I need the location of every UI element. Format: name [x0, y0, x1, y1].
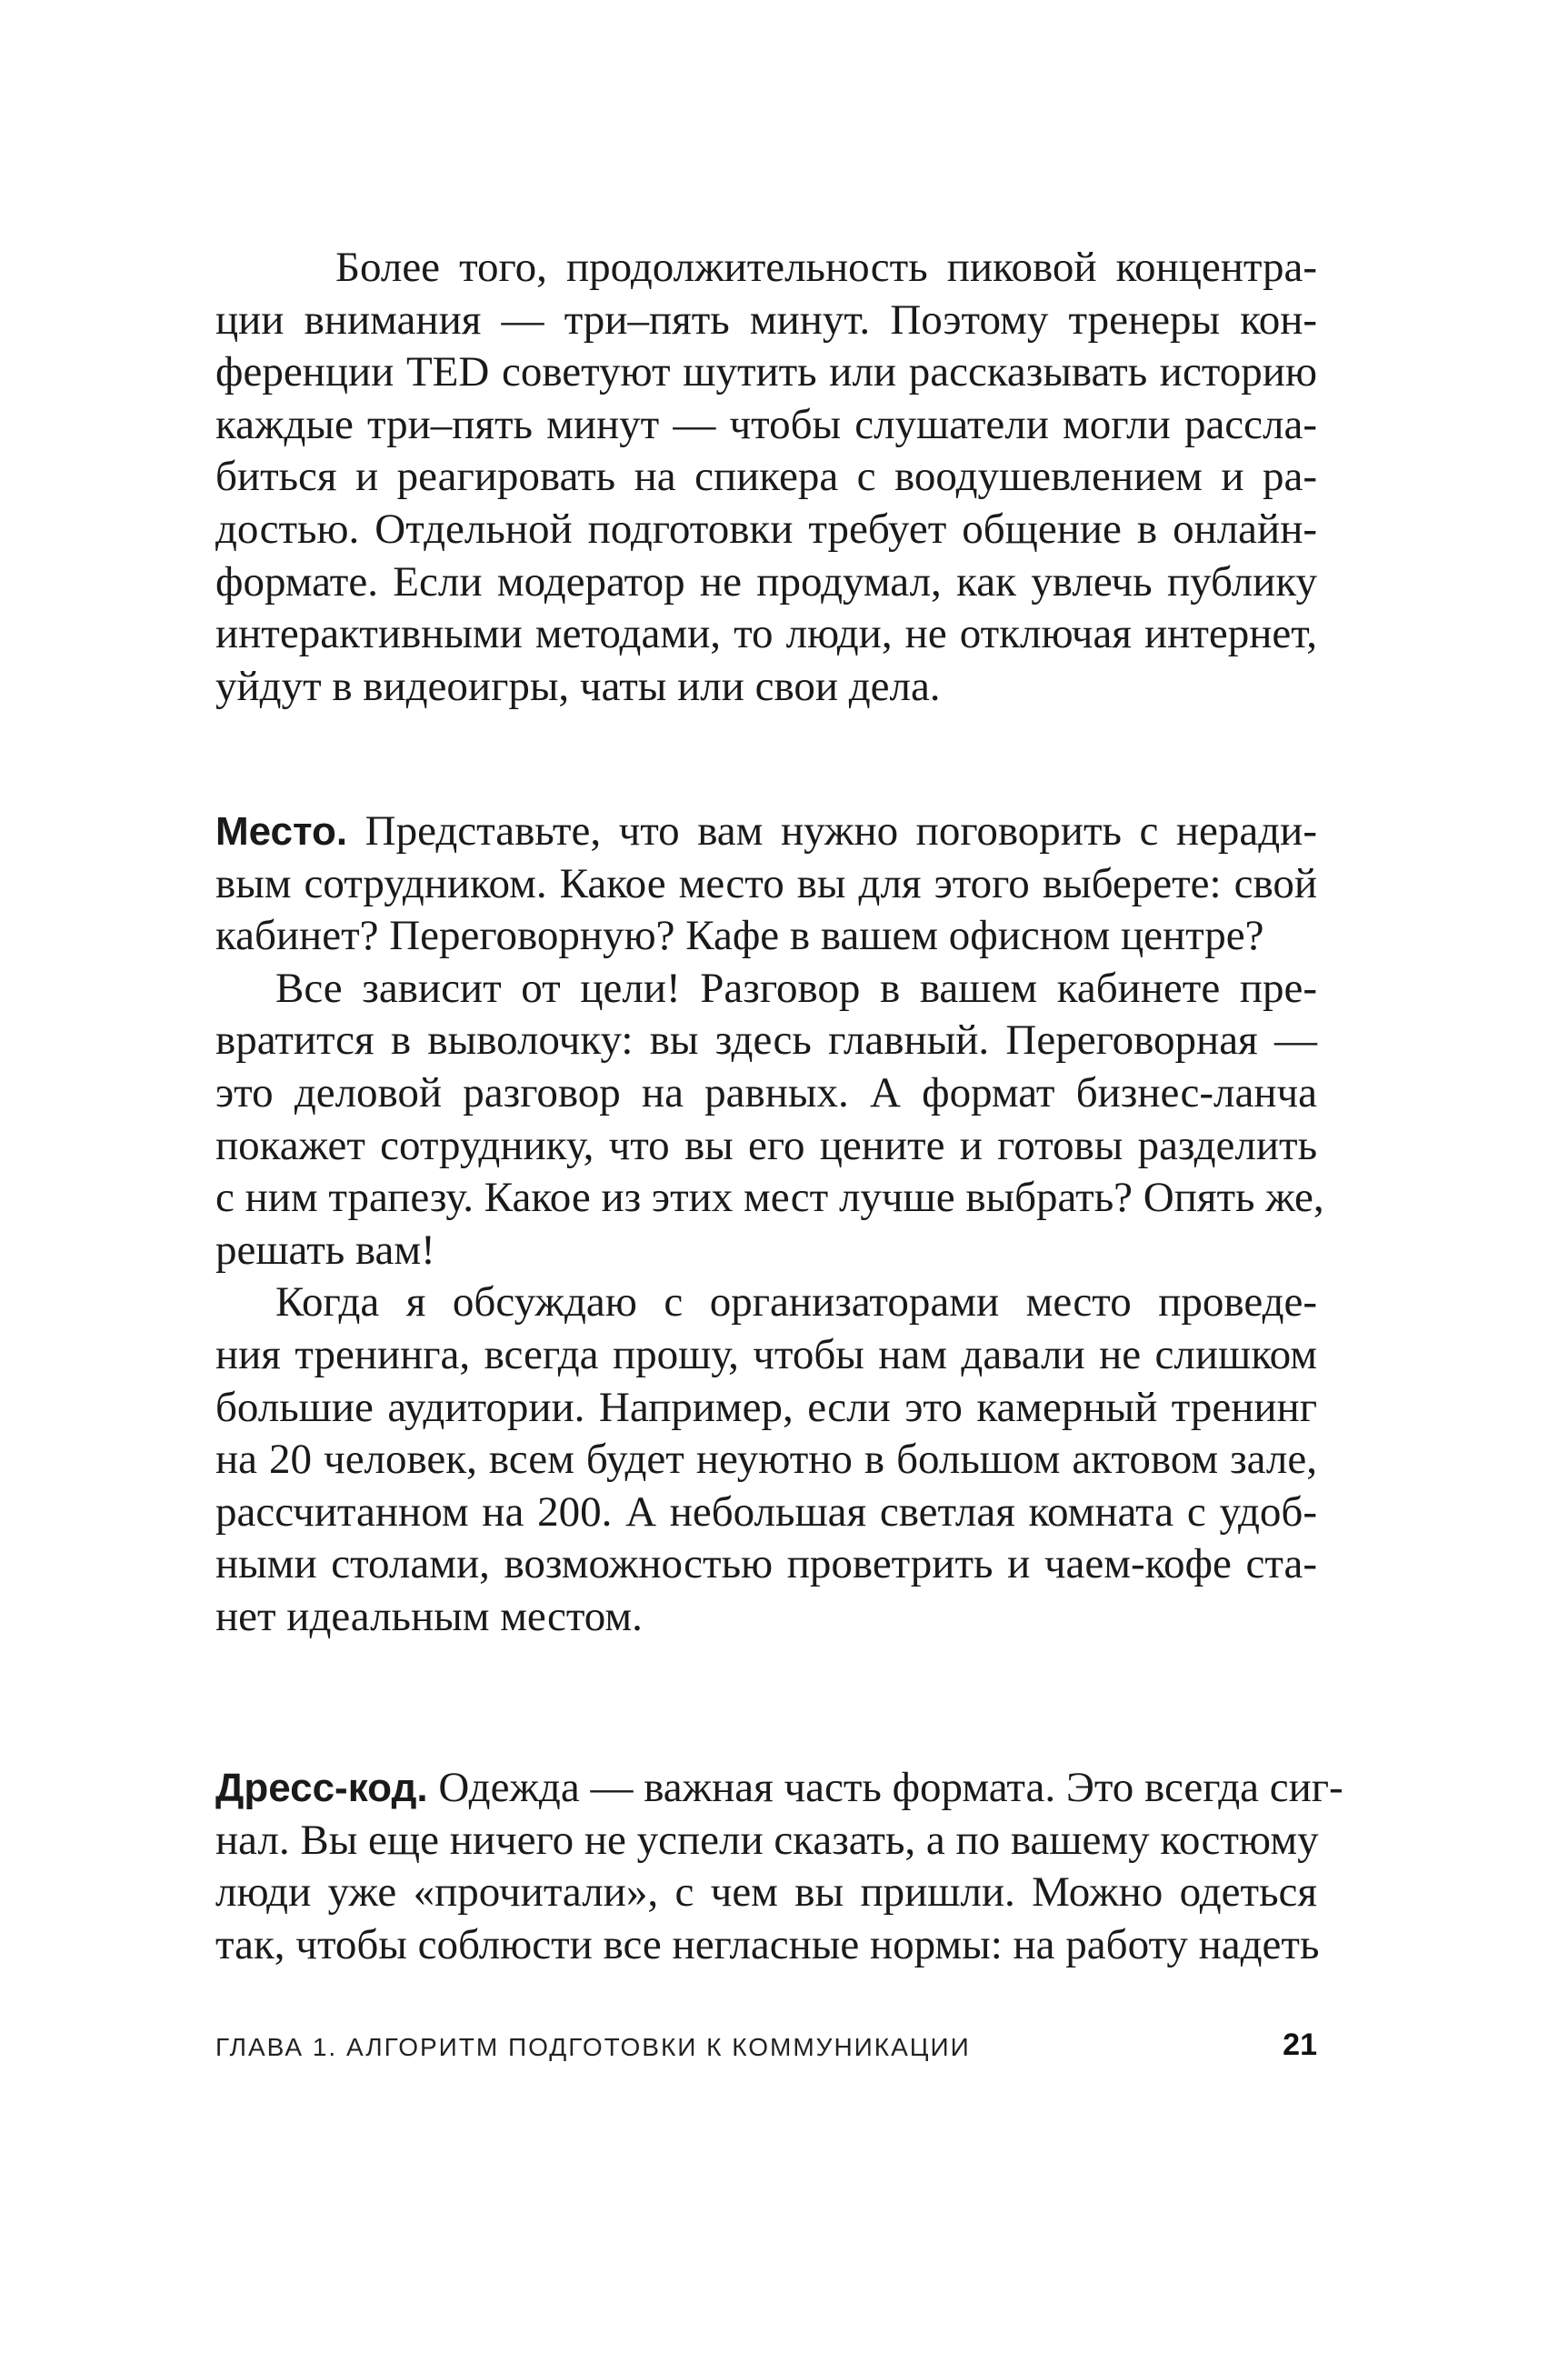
text-line: достью. Отдельной подготовки требует общение в онлайн-	[215, 505, 1317, 553]
text-line: Более того, продолжительность пиковой концентра-	[335, 244, 1317, 291]
text-line: ными столами, возможностью проветрить и чаем-кофе ста-	[215, 1540, 1317, 1588]
text-line: Все зависит от цели! Разговор в вашем кабинете пре-	[275, 964, 1317, 1012]
text-line: каждые три–пять минут — чтобы слушатели могли рассла-	[215, 400, 1317, 448]
text-line: уйдут в видеоигры, чаты или свои дела.	[215, 662, 941, 710]
section-place	[215, 806, 1324, 1644]
text-line: рассчитанном на 200. А небольшая светлая комната с удоб-	[215, 1487, 1317, 1536]
text-line: формате. Если модератор не продумал, как увлечь публику	[215, 557, 1317, 606]
text-line: решать вам!	[215, 1226, 435, 1274]
text-line: это деловой разговор на равных. А формат бизнес-ланча	[215, 1068, 1317, 1116]
section-heading-dress-code: Дресс-код.	[215, 1766, 428, 1810]
section-dress-code	[215, 1762, 1343, 1971]
text-line: с ним трапезу. Какое из этих мест лучше выбрать? Опять же,	[215, 1174, 1324, 1222]
text-line: нал. Вы еще ничего не успели сказать, а по вашему костюму	[215, 1816, 1319, 1864]
text-line: кабинет? Переговорную? Кафе в вашем офисном центре?	[215, 912, 1264, 960]
text-line: так, чтобы соблюсти все негласные нормы: на работу надеть	[215, 1920, 1320, 1968]
text-line: Дресс-код. Одежда — важная часть формата. Это всегда сиг-	[215, 1764, 1343, 1811]
text-line: интерактивными методами, то люди, не отключая интернет,	[215, 610, 1317, 658]
text-line: покажет сотруднику, что вы его цените и готовы разделить	[215, 1121, 1317, 1169]
text-line: большие аудитории. Например, если это камерный тренинг	[215, 1383, 1317, 1431]
text-line: нет идеальным местом.	[215, 1592, 643, 1640]
text-line: ференции TED советуют шутить или рассказывать историю	[215, 348, 1317, 396]
text-line: люди уже «прочитали», с чем вы пришли. Можно одеться	[215, 1868, 1317, 1917]
text-line: на 20 человек, всем будет неуютно в большом актовом зале,	[215, 1436, 1317, 1484]
text-line: Когда я обсуждаю с организаторами место проведе-	[275, 1278, 1317, 1327]
text-line: вым сотрудником. Какое место вы для этого выберете: свой	[215, 859, 1317, 907]
text-line: биться и реагировать на спикера с воодушевлением и ра-	[215, 453, 1317, 501]
text-line: Место. Представьте, что вам нужно поговорить с неради-	[215, 807, 1317, 855]
text-line: ции внимания — три–пять минут. Поэтому тренеры кон-	[215, 295, 1317, 344]
page-footer	[215, 2028, 1317, 2068]
section-heading-place: Место.	[215, 809, 348, 854]
text-line: вратится в выволочку: вы здесь главный. Переговорная —	[215, 1016, 1317, 1065]
text-line: ния тренинга, всегда прошу, чтобы нам давали не слишком	[215, 1330, 1317, 1378]
page-number: 21	[1283, 2028, 1317, 2062]
chapter-title: ГЛАВА 1. АЛГОРИТМ ПОДГОТОВКИ К КОММУНИКАЦИИ	[215, 2033, 971, 2061]
paragraph-attention	[215, 242, 1317, 713]
